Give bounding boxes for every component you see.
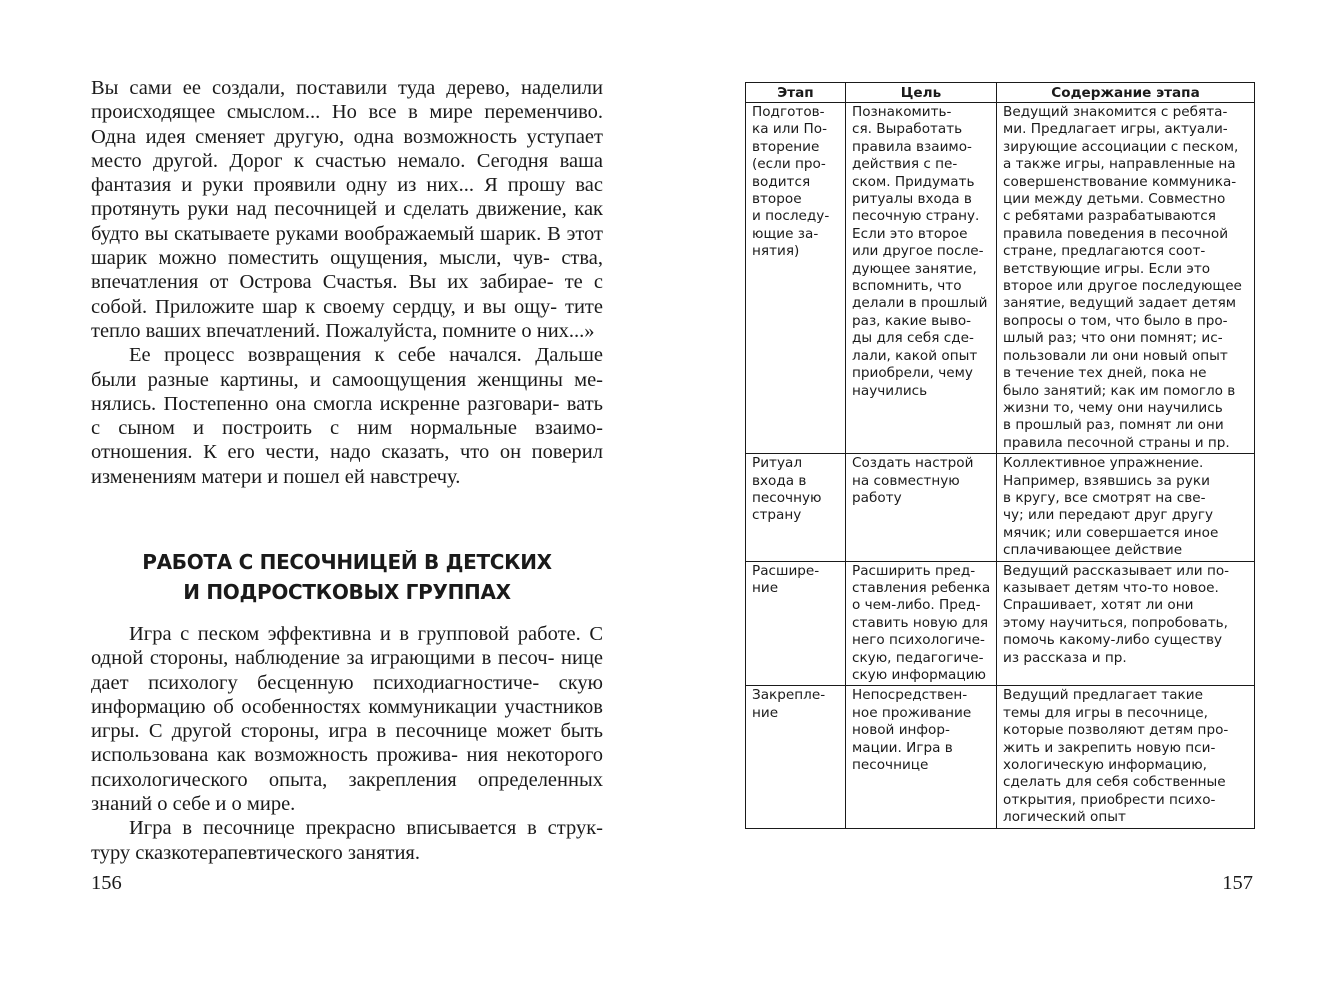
cell-line: и последу- xyxy=(752,208,830,225)
cell-line: ды для себя сде- xyxy=(852,330,974,347)
cell-line: шлый раз; что они помнят; ис- xyxy=(1003,330,1223,347)
text-line: Одна идея сменяет другую, одна возможность уступает xyxy=(91,125,603,148)
cell-line: вопросы о том, что было в про- xyxy=(1003,312,1228,329)
cell-line: сделать для себя собственные xyxy=(1003,774,1226,791)
cell-line: ние xyxy=(752,579,779,596)
cell-line: Закрепле- xyxy=(752,687,826,704)
text-line: тите тепло ваших впечатлений. Пожалуйста, помните xyxy=(91,295,603,342)
cell-line: ка или По- xyxy=(752,121,827,138)
cell-line: ное проживание xyxy=(852,704,972,721)
cell-line: Ведущий предлагает такие xyxy=(1003,687,1203,704)
cell-content xyxy=(997,686,1255,828)
cell-line: новой инфор- xyxy=(852,722,950,739)
cell-line: Подготов- xyxy=(752,104,825,120)
cell-line: дующее занятие, xyxy=(852,260,977,277)
header-stage: Этап xyxy=(746,83,846,103)
text-line: те с собой. Приложите шар к своему сердцу, и вы ощу- xyxy=(91,271,603,318)
text-line: определенных знаний о себе и о мире. xyxy=(91,768,603,816)
text-line: участников игры. С другой стороны, игра в песочнице xyxy=(91,695,603,743)
cell-line: второе или другое последующее xyxy=(1003,278,1242,295)
cell-line: стране, предлагаются соот- xyxy=(1003,243,1206,260)
cell-line: ском. Придумать xyxy=(852,173,975,190)
cell-line: лали, какой опыт xyxy=(852,347,978,364)
cell-line: него психологиче- xyxy=(852,632,985,649)
text-line: фантазия и руки проявили одну из них... Я прошу вас xyxy=(91,174,603,197)
cell-line: ставления ребенка xyxy=(852,579,991,596)
cell-line: приобрели, чему xyxy=(852,365,973,382)
cell-line: а также игры, направленные на xyxy=(1003,156,1236,173)
cell-stage xyxy=(746,686,846,828)
cell-line: или другое после- xyxy=(852,243,984,260)
cell-line: водится xyxy=(752,173,811,190)
cell-line: ющие за- xyxy=(752,225,819,242)
cell-line: раз, какие выво- xyxy=(852,312,972,329)
cell-line: страну xyxy=(752,507,802,524)
header-goal: Цель xyxy=(846,83,997,103)
cell-line: песочнице xyxy=(852,757,929,774)
cell-line: пользовали ли они новый опыт xyxy=(1003,347,1228,364)
cell-stage xyxy=(746,561,846,686)
paragraph-fairytale-therapy xyxy=(91,816,603,865)
text-line: как будто вы скатываете руками воображаемый шарик. xyxy=(91,198,604,245)
text-line: С одной стороны, наблюдение за играющими в песоч- xyxy=(91,623,603,670)
heading-line-2: И ПОДРОСТКОВЫХ ГРУППАХ xyxy=(183,580,511,604)
text-block-top xyxy=(91,76,603,489)
page-number-left: 156 xyxy=(91,872,122,894)
cell-line: скую, педагогиче- xyxy=(852,649,984,666)
text-line: Игра с песком эффективна и в групповой работе. xyxy=(129,623,581,645)
cell-line: хологическую информацию, xyxy=(1003,757,1207,774)
text-line: протянуть руки над песочницей и сделать движение, xyxy=(91,198,567,221)
text-line: происходящее смыслом... Но все в мире переменчиво. xyxy=(91,101,603,124)
heading-line-1: РАБОТА С ПЕСОЧНИЦЕЙ В ДЕТСКИХ xyxy=(142,550,552,574)
cell-content xyxy=(997,103,1255,454)
cell-line: чу; или передают друг другу xyxy=(1003,507,1214,524)
cell-goal xyxy=(846,454,997,561)
cell-line: ние xyxy=(752,704,779,721)
cell-line: правила поведения в песочной xyxy=(1003,225,1229,242)
text-line: скую информацию об особенностях коммуникации xyxy=(91,671,603,718)
cell-line: Ведущий рассказывает или по- xyxy=(1003,562,1230,579)
cell-line: ции между детьми. Совместно xyxy=(1003,191,1226,208)
left-page xyxy=(0,0,670,988)
cell-content xyxy=(997,561,1255,686)
cell-line: занятие, ведущий задает детям xyxy=(1003,295,1236,312)
cell-line: песочную страну. xyxy=(852,208,980,225)
cell-line: в прошлый раз, помнят ли они xyxy=(1003,417,1224,434)
cell-line: ми. Предлагает игры, актуали- xyxy=(1003,121,1228,138)
cell-line: сплачивающее действие xyxy=(1003,542,1183,559)
cell-line: правила взаимо- xyxy=(852,138,972,155)
cell-line: Коллективное упражнение. xyxy=(1003,455,1204,472)
cell-line: в течение тех дней, пока не xyxy=(1003,365,1207,382)
cell-line: которые позволяют детям про- xyxy=(1003,722,1229,739)
cell-line: зирующие ассоциации с песком, xyxy=(1003,138,1239,155)
cell-line: Расширить пред- xyxy=(852,562,976,579)
cell-line: ветствующие игры. Если это xyxy=(1003,260,1211,277)
cell-line: вспомнить, что xyxy=(852,278,962,295)
cell-content xyxy=(997,454,1255,561)
table-row xyxy=(746,454,1255,561)
text-line: отношения. К его чести, надо сказать, что он поверил xyxy=(91,441,603,464)
cell-line: жизни то, чему они научились xyxy=(1003,399,1223,416)
cell-line: вторение xyxy=(752,138,820,155)
cell-line: мации. Игра в xyxy=(852,739,953,756)
cell-line: совершенствование коммуника- xyxy=(1003,173,1237,190)
cell-line: второе xyxy=(752,191,802,208)
cell-line: было занятий; как им помогло в xyxy=(1003,382,1236,399)
text-line: о них...» xyxy=(521,319,595,342)
cell-line: логический опыт xyxy=(1003,809,1126,826)
text-line: ния некоторого психологического опыта, закрепления xyxy=(91,744,604,791)
right-page xyxy=(670,0,1341,988)
text-line: были разные картины, и самоощущения женщины ме- xyxy=(91,368,603,391)
cell-goal xyxy=(846,561,997,686)
header-content: Содержание этапа xyxy=(997,83,1255,103)
cell-line: помочь какому-либо существу xyxy=(1003,632,1223,649)
cell-line: научились xyxy=(852,382,928,399)
cell-line: казывает детям что-то новое. xyxy=(1003,579,1219,596)
paragraph-group-work xyxy=(91,622,603,816)
cell-line: на совместную xyxy=(852,472,960,489)
cell-line: Создать настрой xyxy=(852,455,974,472)
table-row xyxy=(746,561,1255,686)
text-line: В этот шарик можно поместить ощущения, мысли, чув- xyxy=(91,222,603,270)
table-row xyxy=(746,103,1255,454)
text-block-bottom xyxy=(91,622,603,865)
cell-line: правила песочной страны и пр. xyxy=(1003,434,1230,451)
text-line: Ее процесс возвращения к себе начался. Дальше xyxy=(129,344,603,367)
cell-line: (если про- xyxy=(752,156,826,173)
text-line: может быть использована как возможность прожива- xyxy=(91,720,604,767)
text-line: место другой. Дорог к счастью немало. Сегодня ваша xyxy=(91,149,603,172)
text-line: туру сказкотерапевтического занятия. xyxy=(91,841,420,864)
cell-line: работу xyxy=(852,489,902,506)
cell-line: темы для игры в песочнице, xyxy=(1003,704,1208,721)
cell-line: песочную xyxy=(752,489,822,506)
cell-line: нятия) xyxy=(752,243,800,260)
cell-line: в кругу, все смотрят на све- xyxy=(1003,489,1206,506)
cell-goal xyxy=(846,103,997,454)
cell-line: Непосредствен- xyxy=(852,687,968,704)
cell-line: входа в xyxy=(752,472,807,489)
section-heading xyxy=(91,547,603,607)
cell-line: ся. Выработать xyxy=(852,121,963,138)
cell-stage xyxy=(746,454,846,561)
cell-line: мячик; или совершается иное xyxy=(1003,524,1219,541)
cell-line: открытия, приобрести психо- xyxy=(1003,791,1216,808)
cell-line: Ритуал xyxy=(752,455,803,472)
cell-line: ритуалы входа в xyxy=(852,191,972,208)
cell-line: ставить новую для xyxy=(852,614,989,631)
paragraph-continuation xyxy=(91,76,603,343)
cell-line: делали в прошлый xyxy=(852,295,988,312)
cell-stage xyxy=(746,103,846,454)
cell-line: о чем-либо. Пред- xyxy=(852,597,981,614)
stages-table xyxy=(745,82,1255,829)
cell-line: с ребятами разрабатываются xyxy=(1003,208,1216,225)
cell-line: Познакомить- xyxy=(852,104,952,120)
text-line: нице дает психологу бесценную психодиагностиче- xyxy=(91,647,604,694)
text-line: Игра в песочнице прекрасно вписывается в струк- xyxy=(129,817,603,840)
cell-line: действия с пе- xyxy=(852,156,958,173)
table-body xyxy=(746,103,1255,829)
paragraph-return-to-self xyxy=(91,343,603,489)
cell-line: Ведущий знакомится с ребята- xyxy=(1003,104,1228,120)
cell-line: Расшире- xyxy=(752,562,820,579)
text-line: ства, впечатления от Острова Счастья. Вы их забирае- xyxy=(91,247,604,294)
cell-line: из рассказа и пр. xyxy=(1003,649,1127,666)
cell-line: Спрашивает, хотят ли они xyxy=(1003,597,1194,614)
cell-line: жить и закрепить новую пси- xyxy=(1003,739,1216,756)
cell-line: Если это второе xyxy=(852,225,968,242)
cell-line: скую информацию xyxy=(852,667,986,683)
text-line: вать с сыном и построить с ним нормальные взаимо- xyxy=(91,392,604,440)
cell-goal xyxy=(846,686,997,828)
text-line: нялись. Постепенно она смогла искренне разговари- xyxy=(91,392,560,415)
page-number-right: 157 xyxy=(1222,872,1253,894)
cell-line: Например, взявшись за руки xyxy=(1003,472,1210,489)
text-line: изменениям матери и пошел ей навстречу. xyxy=(91,465,461,488)
text-line: Вы сами ее создали, поставили туда дерево, наделили xyxy=(91,77,603,99)
cell-line: этому научиться, попробовать, xyxy=(1003,614,1229,631)
table-header-row xyxy=(746,83,1255,103)
table-row xyxy=(746,686,1255,828)
